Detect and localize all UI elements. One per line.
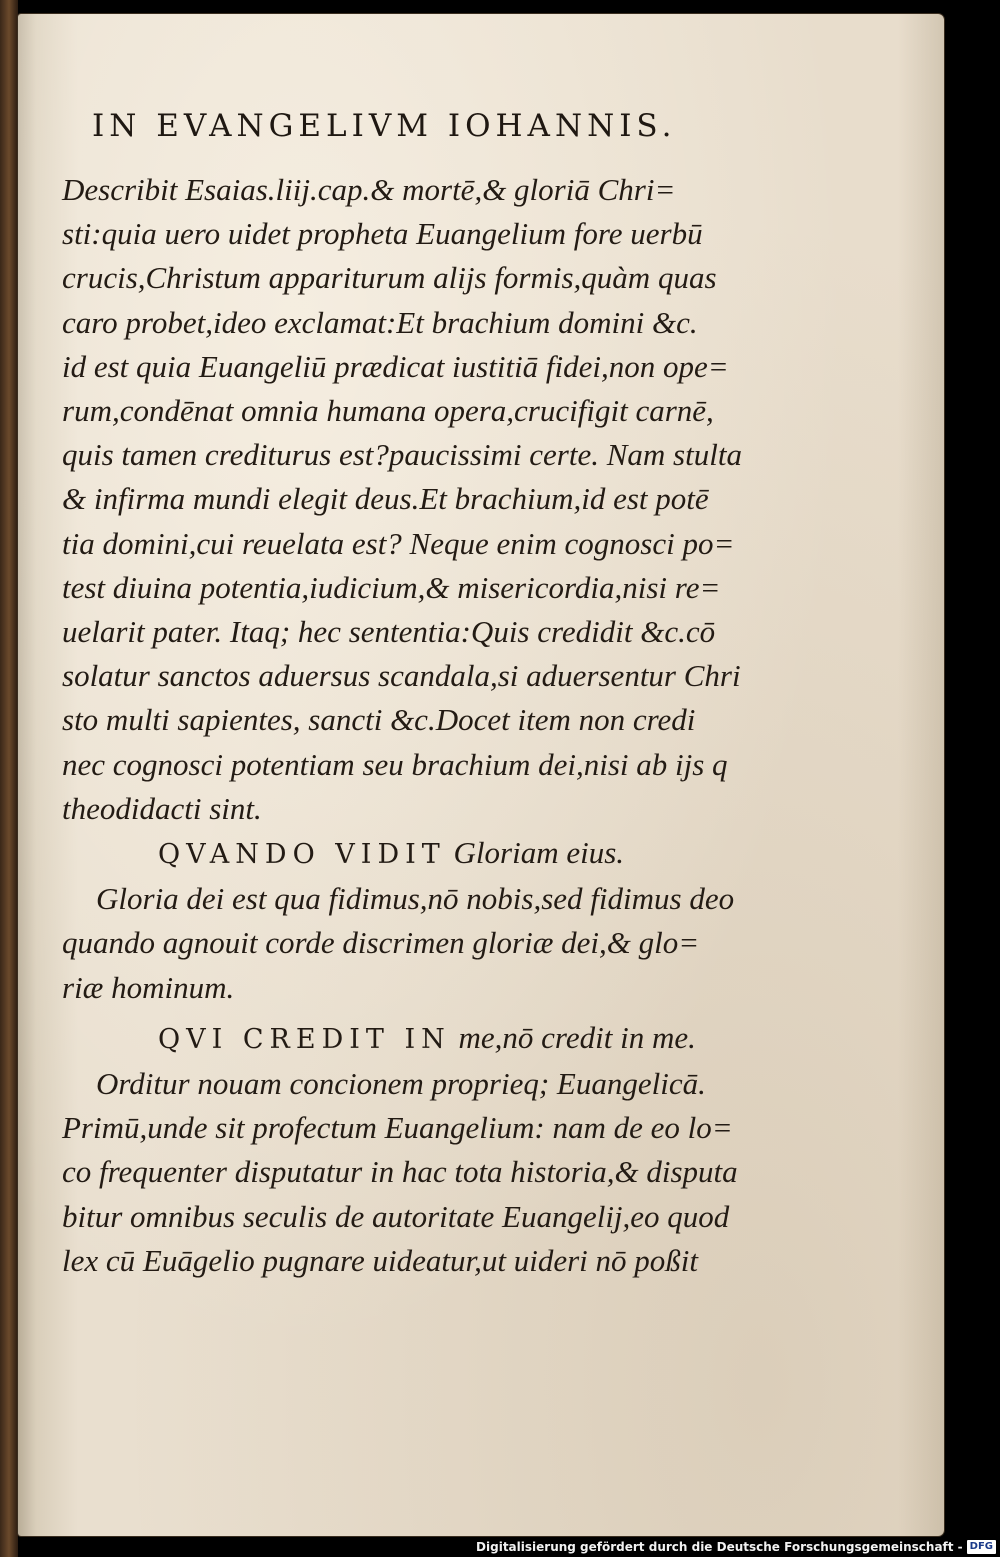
text-line: sto multi sapientes, sancti &c.Docet item non credi: [62, 702, 696, 738]
section-heading: [62, 1016, 752, 1062]
text-line: bitur omnibus seculis de autoritate Euangelij,eo quod: [62, 1198, 730, 1234]
text-line: rum,condēnat omnia humana opera,crucifigit carnē,: [62, 393, 714, 429]
text-line: test diuina potentia,iudicium,& misericordia,nisi re=: [62, 569, 721, 605]
section-heading: [62, 831, 752, 877]
text-line: id est quia Euangeliū prædicat iustitiā fidei,non ope=: [62, 348, 729, 384]
text-line: lex cū Euāgelio pugnare uideatur,ut uideri nō poßit: [62, 1242, 698, 1278]
text-line: quando agnouit corde discrimen gloriæ dei,& glo=: [62, 925, 700, 961]
digitization-credit: [476, 1537, 1000, 1557]
text-line: theodidacti sint.: [62, 790, 262, 826]
page-body: [62, 168, 752, 1283]
text-line: caro probet,ideo exclamat:Et brachium domini &c.: [62, 304, 698, 340]
heading-rest: me,nō credit in me.: [458, 1019, 696, 1055]
paragraph-3: [62, 1016, 752, 1283]
text-line: Gloria dei est qua fidimus,nō nobis,sed fidimus deo: [96, 881, 735, 917]
text-line: Describit Esaias.liij.cap.& mortē,& gloriā Chri=: [62, 172, 676, 207]
running-head: IN EVANGELIVM IOHANNIS.: [92, 108, 677, 144]
text-line: & infirma mundi elegit deus.Et brachium,id est potē: [62, 481, 709, 517]
heading-caps: QVI CREDIT IN: [158, 1023, 451, 1055]
paragraph-1: [62, 168, 752, 831]
text-line: nec cognosci potentiam seu brachium dei,nisi ab ijs q: [62, 746, 728, 782]
text-line: uelarit pater. Itaq; hec sententia:Quis credidit &c.cō: [62, 614, 716, 650]
text-line: riæ hominum.: [62, 969, 235, 1005]
text-line: tia domini,cui reuelata est? Neque enim cognosci po=: [62, 525, 735, 561]
heading-rest: Gloriam eius.: [453, 835, 625, 871]
paragraph-2: [62, 831, 752, 1010]
text-line: co frequenter disputatur in hac tota historia,& disputa: [62, 1154, 738, 1190]
text-line: Orditur nouam concionem proprieq; Euangelicā.: [96, 1066, 706, 1102]
dfg-logo-icon: DFG: [967, 1540, 996, 1554]
heading-caps: QVANDO VIDIT: [158, 839, 446, 871]
text-line: solatur sanctos aduersus scandala,si aduersentur Chri: [62, 658, 741, 694]
text-line: sti:quia uero uidet propheta Euangelium fore uerbū: [62, 216, 703, 252]
text-line: crucis,Christum appariturum alijs formis,quàm quas: [62, 260, 717, 296]
credit-text: Digitalisierung gefördert durch die Deutsche Forschungsgemeinschaft -: [476, 1540, 963, 1554]
text-line: quis tamen crediturus est?paucissimi certe. Nam stulta: [62, 437, 742, 473]
book-spine: [0, 0, 18, 1557]
text-line: Primū,unde sit profectum Euangelium: nam de eo lo=: [62, 1110, 733, 1146]
